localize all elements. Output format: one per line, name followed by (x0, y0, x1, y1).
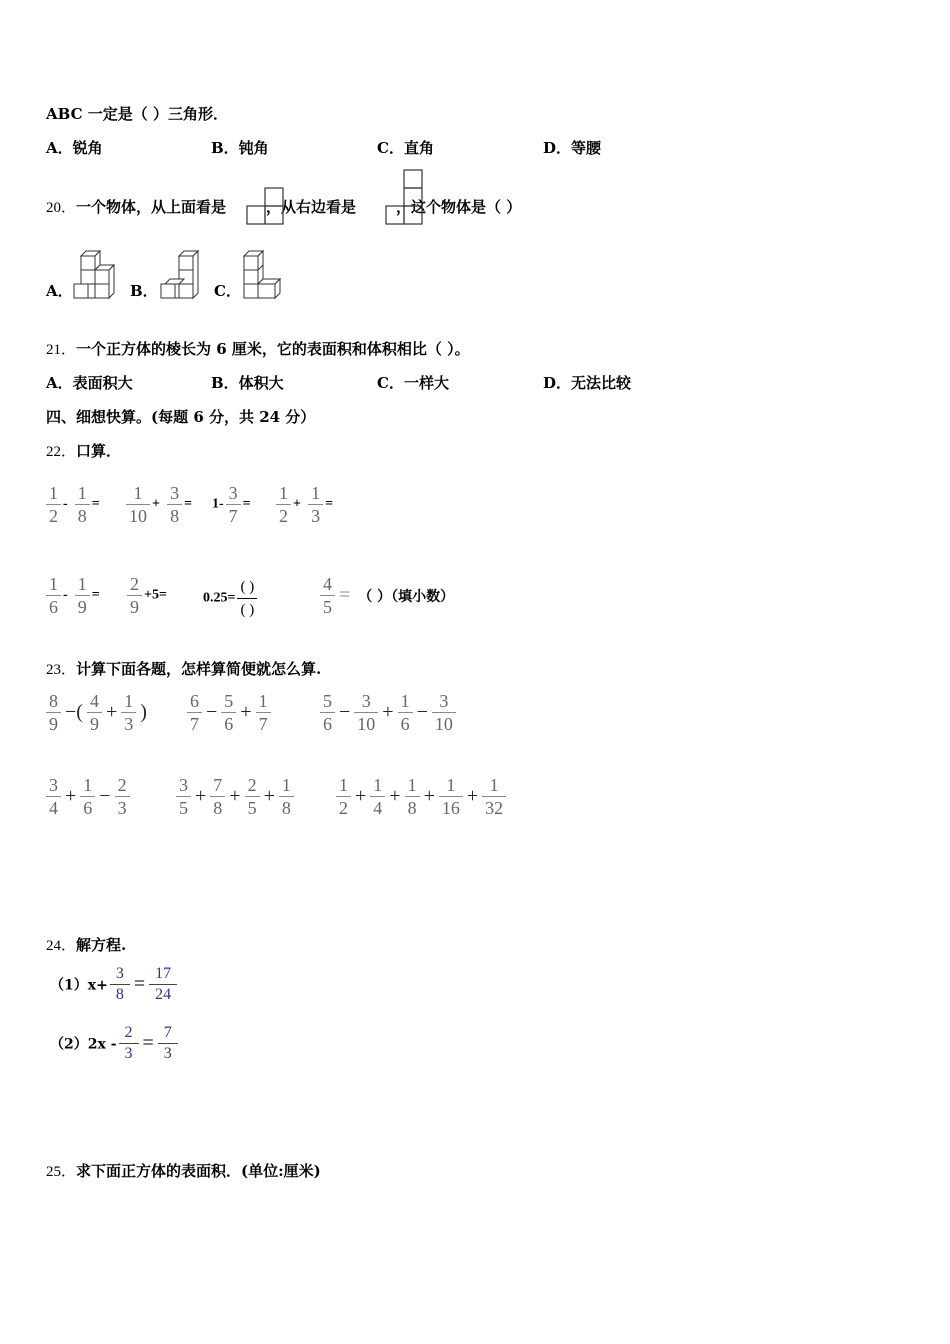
q23-row1-expr2 (185, 690, 273, 735)
numerator: 2 (247, 775, 257, 795)
numerator: 2 (130, 574, 139, 594)
equals: = (184, 496, 193, 512)
q24-question (46, 934, 126, 955)
q23-question (46, 658, 321, 679)
q22-row1-expr2 (124, 482, 192, 527)
operator: − (416, 701, 428, 723)
q22-row2-expr4 (318, 573, 454, 618)
numerator: 1 (446, 775, 456, 795)
q21-option-d: D．无法比较 (543, 374, 632, 392)
numerator: 1 (279, 483, 288, 503)
operator: + (229, 785, 241, 807)
q22-text: 口算． (76, 442, 122, 460)
numerator: 4 (89, 691, 99, 711)
numerator: 3 (439, 691, 449, 711)
q25-text: 求下面正方体的表面积．(单位:厘米) (76, 1162, 321, 1180)
numerator: 2 (124, 1024, 133, 1041)
numerator: 7 (163, 1024, 172, 1041)
numerator: 1 (49, 574, 58, 594)
numerator: 3 (115, 965, 124, 982)
equals: = (325, 496, 334, 512)
denominator: 8 (210, 796, 225, 819)
operator: - (63, 496, 68, 512)
q21-option-b: B．体积大 (211, 374, 284, 392)
numerator: 1 (258, 691, 268, 711)
operator: + (195, 785, 207, 807)
q22-question (46, 440, 121, 461)
operator: + (355, 785, 367, 807)
denominator: 8 (405, 796, 420, 819)
numerator: 6 (190, 691, 199, 711)
denominator: 24 (149, 984, 177, 1005)
numerator: 1 (311, 483, 321, 503)
denominator: 32 (482, 796, 506, 819)
operator: − (206, 701, 218, 723)
numerator: 1 (489, 775, 499, 795)
denominator: 9 (75, 595, 90, 618)
equals: = (91, 587, 100, 603)
right-view-figure (385, 168, 425, 228)
denominator: 3 (115, 796, 130, 819)
denominator: 8 (167, 504, 182, 527)
denominator: 3 (119, 1043, 139, 1064)
operator: − (339, 701, 351, 723)
q24-text: 解方程. (76, 936, 127, 954)
operator: + (105, 701, 118, 723)
denominator: 3 (121, 712, 136, 735)
numerator: 1 (49, 483, 58, 503)
denominator: 2 (46, 504, 61, 527)
numerator: 1 (339, 775, 348, 795)
q23-number: 23． (46, 662, 77, 678)
numerator: 8 (49, 691, 58, 711)
numerator: 1 (133, 483, 143, 503)
denominator: 9 (87, 712, 102, 735)
numerator: 1 (400, 691, 410, 711)
q19-option-c: C．直角 (377, 139, 434, 157)
q19-option-a: A．锐角 (46, 139, 103, 157)
denominator: 2 (276, 504, 291, 527)
q21-option-a: A．表面积大 (46, 374, 133, 392)
denominator: 6 (221, 712, 236, 735)
denominator: 8 (110, 984, 130, 1005)
q23-row1-expr1 (44, 690, 149, 735)
close-paren: ) (140, 701, 147, 723)
numerator: 5 (224, 691, 234, 711)
prefix: 1- (212, 496, 224, 512)
operator: + (423, 785, 435, 807)
operator: − (99, 785, 111, 807)
q21-number: 21． (46, 342, 77, 358)
numerator: 1 (124, 691, 134, 711)
equation-label: （2）2x - (50, 1036, 117, 1053)
denominator: 3 (158, 1043, 178, 1064)
q22-row1-expr1 (44, 482, 100, 527)
numerator: 17 (155, 965, 172, 982)
q23-row2-expr1 (44, 774, 132, 819)
denominator: 7 (256, 712, 271, 735)
numerator: 3 (170, 483, 180, 503)
q22-row2-expr1 (44, 573, 100, 618)
operator: + (466, 785, 479, 807)
operator: −( (65, 701, 83, 723)
q23-row1-expr3 (318, 690, 458, 735)
operator: + (389, 785, 401, 807)
equation-label: （1）x+ (50, 977, 108, 994)
numerator-blank: ( ) (240, 579, 255, 595)
denominator: 8 (75, 504, 90, 527)
denominator: 10 (354, 712, 378, 735)
q23-row2-expr3 (334, 774, 508, 819)
denominator: 6 (46, 595, 61, 618)
q22-row1-expr4 (274, 482, 333, 527)
denominator-blank: ( ) (237, 598, 257, 621)
denominator: 5 (176, 796, 191, 819)
equals: = (133, 973, 146, 995)
numerator: 1 (77, 574, 87, 594)
q23-row2-expr2 (174, 774, 296, 819)
section-4-title: 四、细想快算。(每题 6 分，共 24 分） (46, 408, 316, 426)
decimal-hint: （ ）（填小数） (358, 588, 455, 605)
numerator: 2 (117, 775, 127, 795)
q24-equation-2 (50, 1023, 180, 1064)
numerator: 4 (323, 574, 332, 594)
operator: + (144, 587, 152, 603)
denominator: 4 (370, 796, 385, 819)
numerator: 1 (83, 775, 93, 795)
operator: + (263, 785, 275, 807)
denominator: 10 (432, 712, 456, 735)
numerator: 1 (281, 775, 291, 795)
prefix: 0.25= (203, 590, 236, 606)
numerator: 3 (179, 775, 188, 795)
cube-figure-b-icon (158, 250, 204, 302)
numerator: 3 (361, 691, 371, 711)
numerator: 1 (373, 775, 383, 795)
numerator: 5 (323, 691, 332, 711)
denominator: 4 (46, 796, 61, 819)
denominator: 7 (226, 504, 241, 527)
q22-number: 22． (46, 444, 77, 460)
q20-number: 20． (46, 200, 77, 216)
equals: = (339, 584, 351, 606)
operator: + (152, 496, 160, 512)
q24-number: 24． (46, 938, 77, 954)
denominator: 2 (336, 796, 351, 819)
cube-figure-a-icon (72, 250, 120, 302)
q20-text1: 一个物体，从上面看是 (76, 198, 227, 216)
denominator: 6 (80, 796, 95, 819)
numerator: 1 (407, 775, 417, 795)
equals: = (91, 496, 100, 512)
numerator: 3 (228, 483, 238, 503)
top-view-figure (246, 187, 286, 227)
operator: + (65, 785, 77, 807)
denominator: 8 (279, 796, 294, 819)
q20-option-a: A． (46, 282, 73, 300)
q21-option-c: C．一样大 (377, 374, 449, 392)
q22-row2-expr2 (125, 573, 167, 618)
q25-number: 25． (46, 1164, 77, 1180)
q22-row2-expr3 (203, 576, 259, 621)
equals: = (142, 1032, 154, 1054)
operator: - (63, 587, 68, 603)
q21-question (46, 338, 470, 359)
q19-option-b: B．钝角 (211, 139, 269, 157)
q20-text2: ，从右边看是 (266, 198, 357, 216)
denominator: 6 (398, 712, 413, 735)
denominator: 7 (187, 712, 202, 735)
denominator: 3 (308, 504, 323, 527)
denominator: 9 (46, 712, 61, 735)
cube-figure-c-icon (240, 250, 288, 302)
q19-option-d: D．等腰 (543, 139, 602, 157)
numerator: 3 (49, 775, 58, 795)
q25-question (46, 1160, 321, 1181)
denominator: 9 (127, 595, 142, 618)
q20-option-c: C． (214, 282, 241, 300)
q23-text: 计算下面各题，怎样算简便就怎么算. (76, 660, 322, 678)
denominator: 16 (439, 796, 463, 819)
q24-equation-1 (50, 964, 179, 1005)
denominator: 5 (245, 796, 260, 819)
q20-text3: ，这个物体是（ ） (396, 198, 522, 216)
operator: + (293, 496, 301, 512)
equals: = (242, 496, 251, 512)
q21-text: 一个正方体的棱长为 6 厘米，它的表面积和体积相比（ ）。 (76, 340, 470, 358)
q20-option-b: B． (130, 282, 158, 300)
numerator: 1 (77, 483, 87, 503)
numerator: 7 (213, 775, 223, 795)
operator: + (240, 701, 252, 723)
q19-tail: ABC 一定是（ ）三角形． (46, 105, 228, 123)
denominator: 10 (126, 504, 150, 527)
q22-row1-expr3 (212, 482, 251, 527)
denominator: 5 (320, 595, 335, 618)
denominator: 6 (320, 712, 335, 735)
operator: + (382, 701, 394, 723)
suffix: 5= (151, 587, 167, 603)
